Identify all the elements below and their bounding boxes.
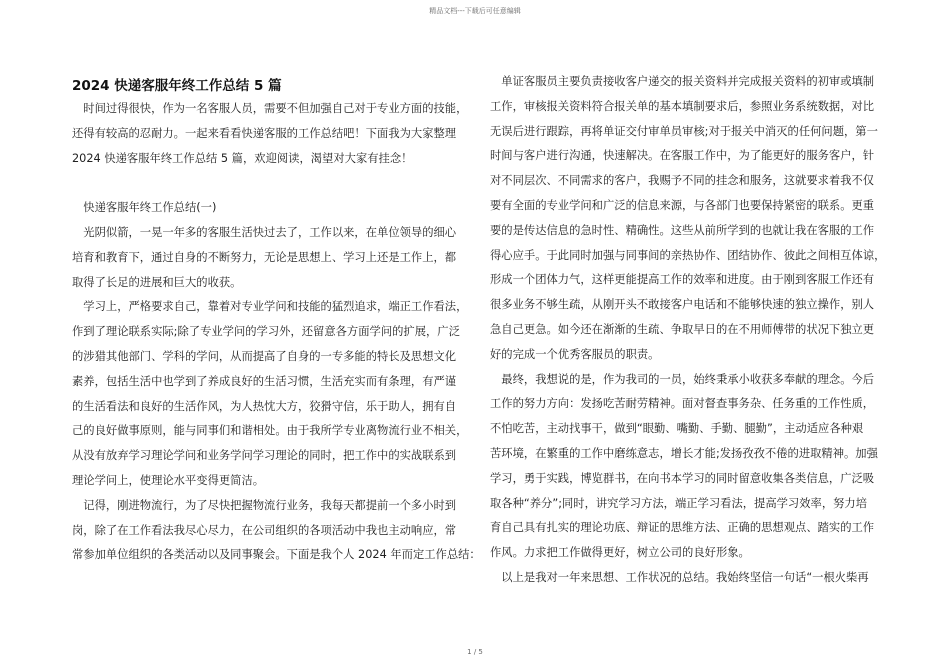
text-line: 作到了理论联系实际;除了专业学问的学习外，还留意各方面学问的扩展，广泛 [72, 325, 460, 339]
text-line: 得心应手。于此同时加强与同事间的亲热协作、团结协作、彼此之间相互体谅， [490, 248, 886, 262]
text-line: 作风。力求把工作做得更好，树立公司的良好形象。 [490, 546, 750, 560]
left-column [72, 97, 481, 568]
text-line: 从没有放弃学习理论学问和业务学问学习理论的同时，把工作中的实战联系到 [72, 449, 457, 463]
text-line: 育自己具有扎实的理论功底、辩证的思维方法、正确的思想观点、踏实的工作 [490, 521, 875, 535]
page-header: 精品文档---下载后可任意编辑 [429, 7, 521, 15]
text-line: 学习，勇于实践，博览群书，在向书本学习的同时留意收集各类信息，广泛吸 [490, 471, 875, 485]
text-line: 形成一个团体力气，这样更能提高工作的效率和进度。由于刚到客服工作还有 [490, 273, 875, 287]
text-line: 要有全面的专业学问和广泛的信息来源，与各部门也要保持紧密的联系。更重 [490, 198, 875, 212]
text-line: 很多业务不够生疏，从刚开头不敢接客户电话和不能够快速的独立操作，别人 [490, 298, 875, 312]
text-line: 苦环境，在繁重的工作中磨练意志，增长才能;发扬孜孜不倦的进取精神。加强 [490, 446, 878, 460]
text-line: 取得了长足的进展和巨大的收获。 [72, 275, 242, 289]
text-line [72, 171, 464, 196]
text-line: 培育和教育下，通过自身的不断努力，无论是思想上、学习上还是工作上，都 [72, 250, 457, 264]
text-line: 己的良好做事原则，能与同事们和谐相处。由于我所学专业离物流行业不相关， [72, 424, 468, 438]
text-line: 工作，审核报关资料符合报关单的基本填制要求后，参照业务系统数据，对比 [490, 99, 875, 113]
text-line: 以上是我对一年来思想、工作状况的总结。我始终坚信一句话“一根火柴再 [490, 570, 869, 584]
text-line: 取各种“养分”;同时，讲究学习方法，端正学习看法，提高学习效率，努力培 [490, 496, 868, 510]
right-column [490, 70, 886, 591]
text-line: 岗，除了在工作看法我尽心尽力，在公司组织的各项活动中我也主动响应，常 [72, 523, 457, 537]
text-line: 的涉猎其他部门、学科的学问，从而提高了自身的一专多能的特长及思想文化 [72, 349, 457, 363]
text-line: 还得有较高的忍耐力。一起来看看快递客服的工作总结吧！下面我为大家整理 [72, 126, 457, 140]
text-line: 记得，刚进物流行，为了尽快把握物流行业务，我每天都提前一个多小时到 [72, 498, 457, 512]
text-line: 理论学问上，使理论水平变得更简洁。 [72, 473, 265, 487]
text-line: 快递客服年终工作总结(一) [72, 201, 217, 215]
text-line: 的生活看法和良好的生活作风，为人热忱大方，狡猾守信，乐于助人，拥有自 [72, 399, 457, 413]
text-line: 对不同层次、不同需求的客户，我赐予不同的挂念和服务，这就要求着我不仅 [490, 174, 875, 188]
text-line: 急自己更急。如今还在渐渐的生疏、争取早日的在不用师傅带的状况下独立更 [490, 322, 875, 336]
text-line: 时间过得很快，作为一名客服人员，需要不但加强自己对于专业方面的技能， [72, 102, 468, 115]
text-line: 无误后进行跟踪，再将单证交付审单员审核;对于报关中消灭的任何问题，第一 [490, 124, 878, 138]
text-line: 最终，我想说的是，作为我司的一员，始终秉承小收获多奉献的理念。今后 [490, 372, 875, 386]
page-number: 1 / 5 [467, 648, 483, 656]
text-line: 要的是传达信息的急时性、精确性。这些从前所学到的也就让我在客服的工作 [490, 223, 875, 237]
text-line: 不怕吃苦，主动找事干，做到“眼勤、嘴勤、手勤、腿勤”，主动适应各种艰 [490, 422, 864, 436]
text-line: 素养，包括生活中也学到了养成良好的生活习惯，生活充实而有条理，有严谨 [72, 374, 457, 388]
text-line: 光阴似箭，一晃一年多的客服生活快过去了，工作以来，在单位领导的细心 [72, 225, 457, 239]
text-line: 好的完成一个优秀客服员的职责。 [490, 347, 660, 361]
text-line: 2024 快递客服年终工作总结 5 篇，欢迎阅读，渴望对大家有挂念！ [72, 151, 413, 165]
text-line: 单证客服员主要负责接收客户递交的报关资料并完成报关资料的初审或填制 [490, 75, 875, 88]
text-line: 常参加单位组织的各类活动以及同事聚会。下面是我个人 2024 年而定工作总结： [72, 548, 481, 562]
document-title: 2024 快递客服年终工作总结 5 篇 [72, 78, 282, 94]
text-line: 时间与客户进行沟通，快速解决。在客服工作中，为了能更好的服务客户，针 [490, 149, 875, 163]
text-line: 工作的努力方向：发扬吃苦耐劳精神。面对督查事务杂、任务重的工作性质， [490, 397, 875, 411]
text-line: 学习上，严格要求自己，靠着对专业学问和技能的猛烈追求，端正工作看法， [72, 300, 468, 314]
